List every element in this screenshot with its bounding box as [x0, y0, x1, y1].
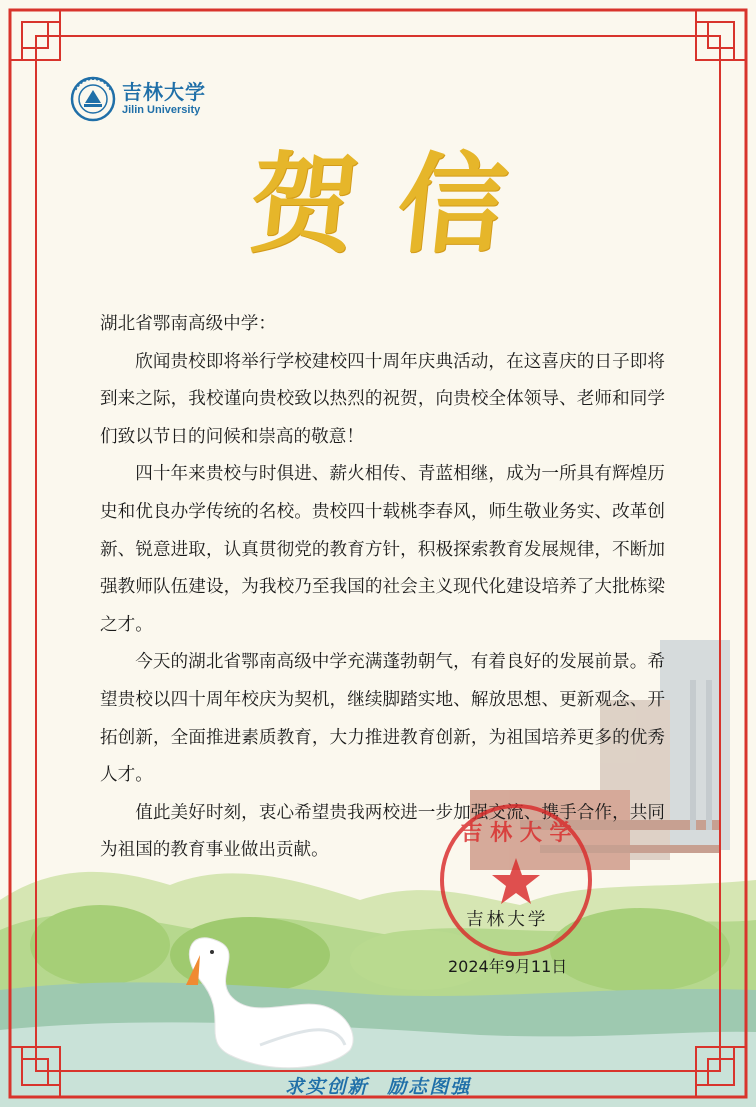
letter-paragraph: 欣闻贵校即将举行学校建校四十周年庆典活动，在这喜庆的日子即将到来之际，我校谨向贵校致以热烈的祝贺，向贵校全体领导、老师和同学们致以节日的问候和崇高的敬意！ — [100, 351, 665, 447]
letter-paragraph: 今天的湖北省鄂南高级中学充满蓬勃朝气，有着良好的发展前景。希望贵校以四十周年校庆为契机，继续脚踏实地、解放思想、更新观念、开拓创新，全面推进素质教育，大力推进教育创新，为祖国培养更多的优秀人才。 — [100, 652, 665, 786]
svg-text:吉 林 大 学: 吉 林 大 学 — [460, 820, 572, 846]
university-seal-icon — [70, 76, 116, 122]
letter-body — [100, 306, 665, 870]
logo-english-name: Jilin University — [122, 104, 201, 116]
logo-chinese-name: 吉林大学 — [122, 80, 206, 104]
letter-salutation: 湖北省鄂南高级中学： — [100, 314, 276, 334]
letter-date: 2024年9月11日 — [448, 957, 568, 976]
university-logo — [70, 76, 206, 122]
footer-motto: 求实创新 励志图强 — [284, 1076, 472, 1098]
page-title: 贺信 — [243, 142, 553, 268]
letter-paragraph: 值此美好时刻，衷心希望贵我两校进一步加强交流、携手合作，共同为祖国的教育事业做出贡献。 — [100, 802, 665, 861]
letter-paragraph: 四十年来贵校与时俱进、薪火相传、青蓝相继，成为一所具有辉煌历史和优良办学传统的名校。贵校四十载桃李春风，师生敬业务实、改革创新、锐意进取，认真贯彻党的教育方针，积极探索教育发展规律，不断加强教师队伍建设，为我校乃至我国的社会主义现代化建设培养了大批栋梁之才。 — [100, 464, 665, 635]
letter-signature: 吉林大学 — [466, 910, 549, 930]
official-stamp — [436, 800, 596, 960]
